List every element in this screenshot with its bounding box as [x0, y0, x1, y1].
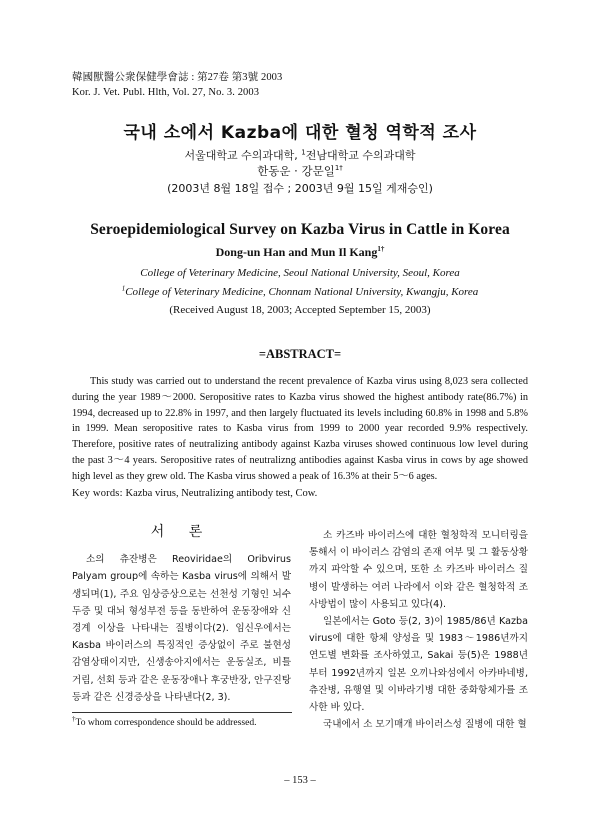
page-number: – 153 – [284, 775, 316, 786]
korean-author-names: 한동운 · 강문일 [257, 164, 335, 178]
footnote-rule [72, 712, 292, 713]
section-heading-introduction: 서 론 [150, 524, 213, 540]
received-dates: (Received August 18, 2003; Accepted September 15, 2003) [169, 304, 431, 316]
left-column [72, 524, 291, 706]
english-affiliation-1: College of Veterinary Medicine, Seoul National University, Seoul, Korea [140, 267, 460, 279]
abstract-body: This study was carried out to understand the recent prevalence of Kazba virus using 8,023 sera collected during the year 1989～2000. Seropositive rates to Kazba virus showed the highest antibody rate(86.7%) in 1994, decreased up to 22.8% in 1997, and then largely fluctuated its levels including 60.8% in 1998 and 5.8% in 1999. Mean seropositive rates to Kasba virus from 1999 to 2000 year recorded 9.9% respectively. Therefore, positive rates of neutralizing antibody against Kazba viruses showed continuous low level during the past 3～4 years. Seropositive rates of neutralizng antibodies against Kasba virus in cows by age showed high level as they grew old. The Kasba virus showed a peak of 16.3% at their 5～6 ages. [72, 376, 528, 482]
intro-paragraph-2: 소 카즈바 바이러스에 대한 혈청학적 모니터링을 통해서 이 바이러스 감염의 존재 여부 및 그 활동상황까지 파악할 수 있으며, 또한 소 카즈바 바이러스 질병이 발생하는 여러 나라에서 이와 같은 혈청학적 조사방법이 많이 사용되고 있다(4). [309, 530, 529, 610]
korean-affiliation [0, 147, 600, 163]
korean-dates: (2003년 8월 18일 접수 ; 2003년 9월 15일 게재승인) [167, 182, 433, 195]
english-title: Seroepidemiological Survey on Kazba Virus in Cattle in Korea [90, 221, 510, 238]
english-affiliation-2-text: College of Veterinary Medicine, Chonnam National University, Kwangju, Korea [125, 286, 479, 298]
footnote [72, 714, 257, 728]
journal-line-english: Kor. J. Vet. Publ. Hlth, Vol. 27, No. 3. 2003 [72, 87, 260, 98]
intro-paragraph-3: 일본에서는 Goto 등(2, 3)이 1985/86년 Kazba virus에 대한 항체 양성을 및 1983～1986년까지 연도별 변화를 조사하였고, Sakai 등(5)은 1988년부터 1992년까지 일본 오끼나와섬에서 아카바네병, 츄잔병, 유행열 및 이바라기병 대한 중화항체가를 조사한 바 있다. [309, 616, 528, 714]
abstract-heading: =ABSTRACT= [258, 347, 342, 361]
english-authors [0, 245, 600, 260]
journal-line-korean: 韓國獸醫公衆保健學會誌 : 第27卷 第3號 2003 [72, 72, 283, 83]
right-column [309, 527, 528, 733]
korean-affiliation-mark: 1 [301, 148, 306, 157]
korean-authors [0, 163, 600, 179]
korean-affiliation-b: 전남대학교 수의과대학 [305, 149, 416, 162]
intro-paragraph-4: 국내에서 소 모기매개 바이러스성 질병에 대한 혈 [323, 719, 527, 731]
keywords-text: Kazba virus, Neutralizing antibody test, Cow. [125, 488, 318, 499]
footnote-text: To whom correspondence should be addressed. [75, 717, 257, 728]
intro-paragraph-1: 소의 츄잔병은 Reoviridae의 Oribvirus Palyam group에 속하는 Kasba virus에 의해서 발생되며(1), 주요 임상증상으로는 선천성 기형인 뇌수두증 및 대뇌 형성부전 등을 동반하여 운동장애와 신경계 이상을 나타내는 질병이다(2). 임신우에서는 Kasba 바이러스의 특징적인 증상없이 주로 불현성 감염상태이지만, 신생송아지에서는 운동실조, 비틀거림, 선회 등과 같은 운동장애나 후궁반장, 안구진탕 등과 같은 신경증상을 나타낸다(2, 3). [72, 554, 292, 703]
english-author-names: Dong-un Han and Mun Il Kang [215, 245, 378, 259]
keywords-label: Key words: [72, 488, 126, 499]
english-affiliation-2-mark: 1 [121, 284, 126, 293]
english-affiliation-2 [0, 286, 600, 298]
keywords [72, 488, 317, 499]
english-author-mark: 1† [377, 245, 385, 253]
footnote-mark: † [72, 714, 76, 723]
korean-affiliation-a: 서울대학교 수의과대학, [184, 149, 302, 162]
journal-header [72, 70, 282, 100]
korean-title: 국내 소에서 Kazba에 대한 혈청 역학적 조사 [123, 123, 477, 143]
korean-author-mark: 1† [334, 164, 343, 173]
